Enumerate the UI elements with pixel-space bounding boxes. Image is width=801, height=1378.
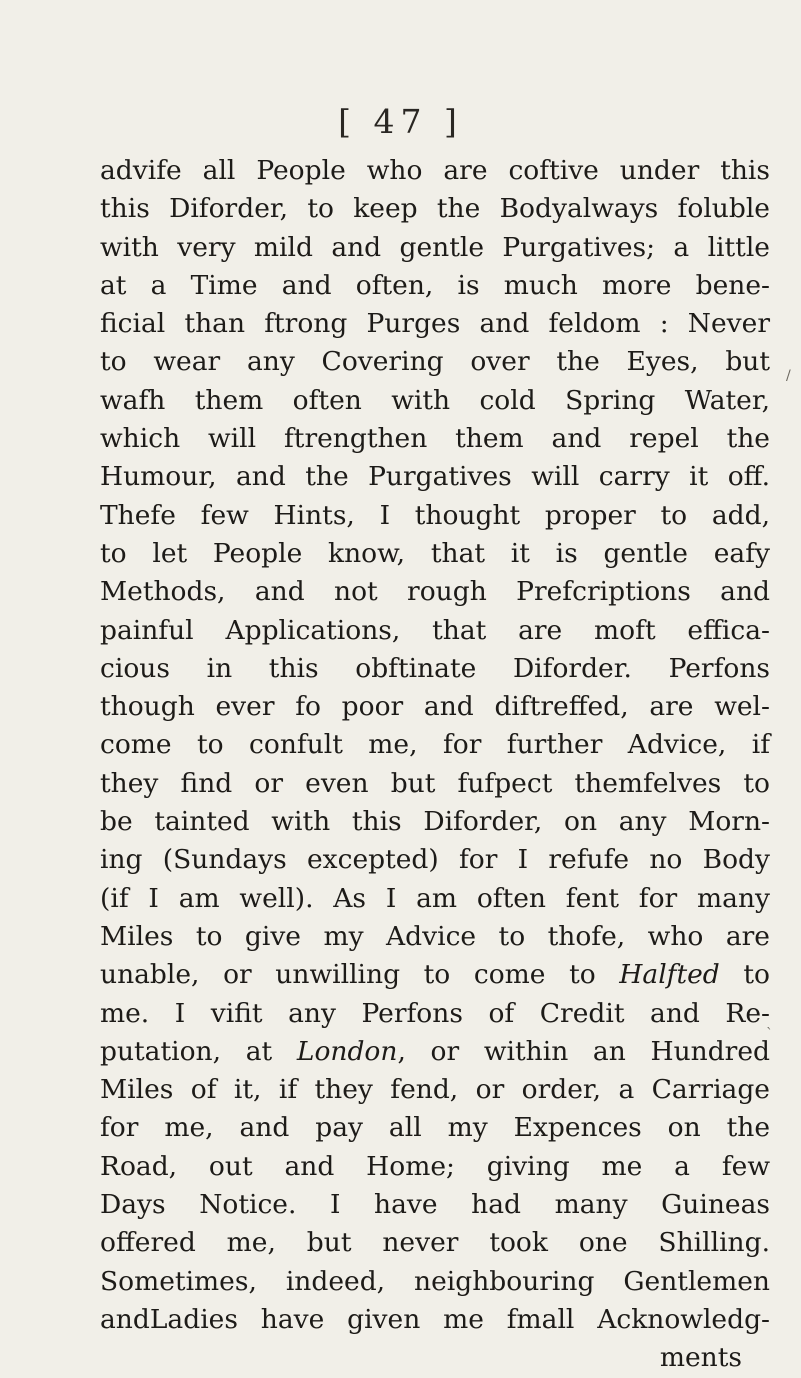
margin-mark: / [786,368,791,384]
page-number-header: [ 47 ] [338,102,463,141]
text-line: advife all People who are coftive under this [100,155,770,186]
text-line: Miles of it, if they fend, or order, a Carriage [100,1074,770,1106]
text-segment: to [719,959,770,991]
text-segment: putation, at [100,1035,297,1067]
text-line: to let People know, that it is gentle eafy [100,537,770,569]
text-line: they find or even but fufpect themfelves to [100,767,770,799]
text-line: ficial than ftrong Purges and feldom : Never [100,308,770,340]
text-line [100,956,770,994]
text-line: come to confult me, for further Advice, if [100,729,770,761]
text-line: (if I am well). As I am often fent for many [100,882,770,914]
text-line: Road, out and Home; giving me a few [100,1150,770,1182]
text-line: at a Time and often, is much more bene- [100,269,770,301]
text-line: me. I vifit any Perfons of Credit and Re- [100,997,770,1029]
text-segment: unable, or unwilling to come to [100,959,620,991]
margin-mark: ` [766,1026,773,1042]
text-line: though ever fo poor and diftreffed, are wel- [100,691,770,723]
text-line: be tainted with this Diforder, on any Morn- [100,806,770,838]
text-segment: , or within an Hundred [397,1035,770,1067]
body-text [100,152,770,1378]
text-line: ing (Sundays excepted) for I refufe no Body [100,844,770,876]
text-line [100,1033,770,1071]
catchword: ments [659,1342,742,1374]
text-line: with very mild and gentle Purgatives; a little [100,231,770,263]
text-line: Miles to give my Advice to thofe, who are [100,920,770,952]
catchword-line [100,1339,770,1377]
text-line: Thefe few Hints, I thought proper to add, [100,499,770,531]
text-line: Methods, and not rough Prefcriptions and [100,576,770,608]
text-line: offered me, but never took one Shilling. [100,1227,770,1259]
text-line: andLadies have given me fmall Acknowledg- [100,1303,770,1335]
text-line: this Diforder, to keep the Bodyalways foluble [100,193,770,225]
text-line: Days Notice. I have had many Guineas [100,1189,770,1221]
text-line: which will ftrengthen them and repel the [100,423,770,455]
place-name-halfted: Halfted [619,959,720,991]
text-line: cious in this obftinate Diforder. Perfons [100,652,770,684]
place-name-london: London [296,1035,398,1067]
text-line: wafh them often with cold Spring Water, [100,384,770,416]
text-line: Humour, and the Purgatives will carry it off. [100,461,770,493]
text-line: Sometimes, indeed, neighbouring Gentlemen [100,1265,770,1297]
text-line: painful Applications, that are moft effica- [100,614,770,646]
text-line: for me, and pay all my Expences on the [100,1112,770,1144]
text-line: to wear any Covering over the Eyes, but [100,346,770,378]
